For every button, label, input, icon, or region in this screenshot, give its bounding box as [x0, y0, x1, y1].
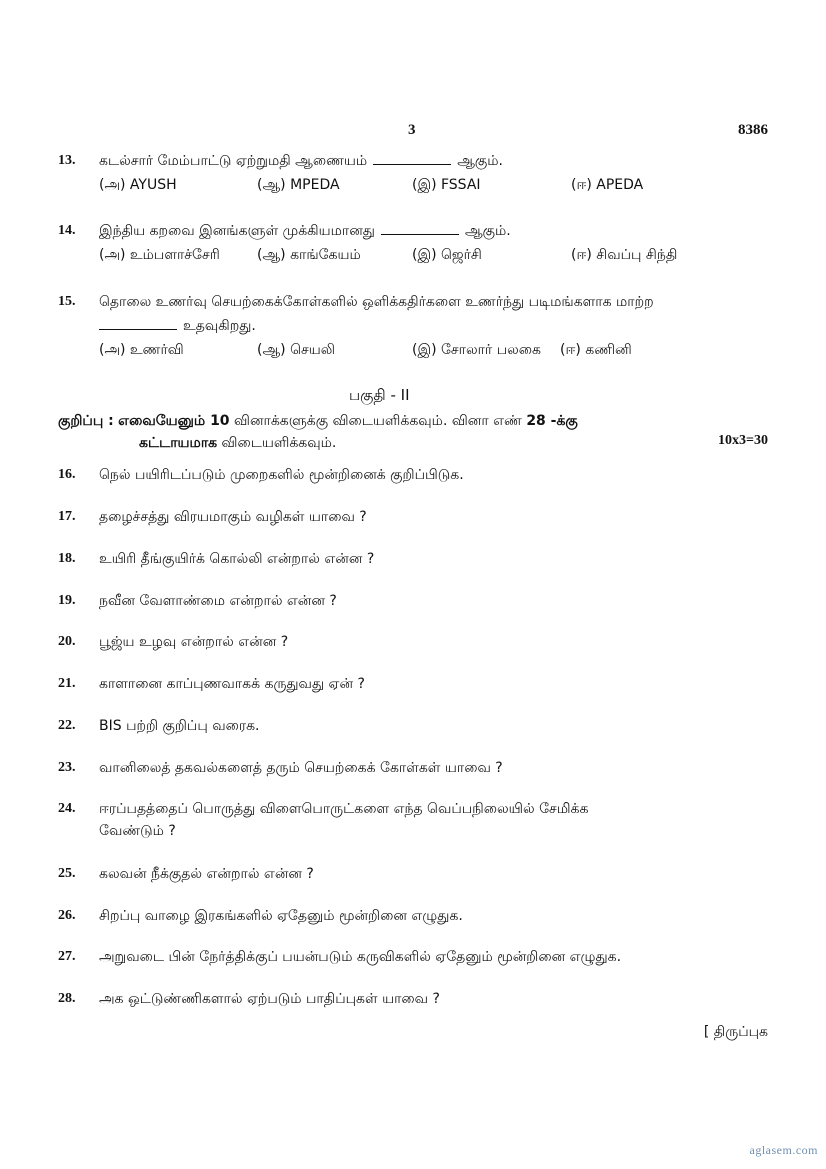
option-a: (அ) உம்பளாச்சேரி — [99, 247, 220, 263]
question-number: 14. — [58, 223, 76, 238]
question-text: பூஜ்ய உழவு என்றால் என்ன ? — [99, 634, 289, 650]
option-a: (அ) உணர்வி — [99, 342, 184, 358]
question-number: 26. — [58, 908, 76, 923]
question-text: நெல் பயிரிடப்படும் முறைகளில் மூன்றினைக் குறிப்பிடுக. — [99, 467, 464, 483]
question-number: 17. — [58, 509, 76, 524]
question-number: 23. — [58, 760, 76, 775]
question-number: 22. — [58, 718, 76, 733]
question-number: 15. — [58, 294, 76, 309]
question-number: 13. — [58, 153, 76, 168]
option-c: (இ) ஜெர்சி — [412, 247, 482, 263]
answer-blank — [99, 319, 177, 330]
option-d: (ஈ) கணினி — [560, 342, 632, 358]
answer-blank — [381, 224, 459, 235]
question-text: தழைச்சத்து விரயமாகும் வழிகள் யாவை ? — [99, 509, 367, 525]
question-number: 25. — [58, 866, 76, 881]
question-text: ஈரப்பதத்தைப் பொருத்து விளைபொருட்களை எந்த வெப்பநிலையில் சேமிக்க — [99, 801, 589, 817]
question-text: கடல்சார் மேம்பாட்டு ஏற்றுமதி ஆணையம் ஆகும். — [99, 153, 503, 169]
question-number: 24. — [58, 801, 76, 816]
section-note: குறிப்பு : எவையேனும் 10 வினாக்களுக்கு விடையளிக்கவும். வினா எண் 28 -க்கு கட்டாயமாக விடையளிக்கவும். — [58, 413, 578, 451]
site-watermark: aglasem.com — [749, 1143, 818, 1157]
option-b: (ஆ) காங்கேயம் — [257, 247, 361, 263]
option-d: (ஈ) சிவப்பு சிந்தி — [571, 247, 678, 263]
question-text-cont: வேண்டும் ? — [99, 823, 176, 839]
question-number: 21. — [58, 676, 76, 691]
question-text: நவீன வேளாண்மை என்றால் என்ன ? — [99, 593, 337, 609]
answer-blank — [373, 154, 451, 165]
question-number: 20. — [58, 634, 76, 649]
turn-over-note: [ திருப்புக — [703, 1024, 768, 1040]
question-text: கலவன் நீக்குதல் என்றால் என்ன ? — [99, 866, 314, 882]
question-text: வானிலைத் தகவல்களைத் தரும் செயற்கைக் கோள்கள் யாவை ? — [99, 760, 503, 776]
question-text-cont: உதவுகிறது. — [99, 318, 256, 336]
option-c: (இ) FSSAI — [412, 177, 481, 193]
question-text: இந்திய கறவை இனங்களுள் முக்கியமானது ஆகும். — [99, 223, 511, 239]
option-a: (அ) AYUSH — [99, 177, 177, 193]
question-text: உயிரி தீங்குயிர்க் கொல்லி என்றால் என்ன ? — [99, 551, 375, 567]
question-number: 28. — [58, 991, 76, 1006]
options-row — [99, 342, 739, 362]
marks-allocation: 10x3=30 — [718, 433, 768, 448]
question-number: 18. — [58, 551, 76, 566]
question-text: அக ஒட்டுண்ணிகளால் ஏற்படும் பாதிப்புகள் யாவை ? — [99, 991, 440, 1007]
paper-code: 8386 — [738, 122, 768, 138]
option-b: (ஆ) செயலி — [257, 342, 335, 358]
option-c: (இ) சோலார் பலகை — [412, 342, 541, 358]
option-b: (ஆ) MPEDA — [257, 177, 340, 193]
question-number: 27. — [58, 949, 76, 964]
options-row — [99, 247, 739, 267]
question-text: சிறப்பு வாழை இரகங்களில் ஏதேனும் மூன்றினை எழுதுக. — [99, 908, 463, 924]
section-title: பகுதி - II — [349, 386, 410, 404]
question-number: 16. — [58, 467, 76, 482]
question-text: தொலை உணர்வு செயற்கைக்கோள்களில் ஒளிக்கதிர்களை உணர்ந்து படிமங்களாக மாற்ற — [99, 294, 654, 310]
question-number: 19. — [58, 593, 76, 608]
question-text: காளானை காப்புணவாகக் கருதுவது ஏன் ? — [99, 676, 365, 692]
option-d: (ஈ) APEDA — [571, 177, 644, 193]
options-row — [99, 177, 739, 197]
page-number: 3 — [408, 122, 416, 138]
question-text: அறுவடை பின் நேர்த்திக்குப் பயன்படும் கருவிகளில் ஏதேனும் மூன்றினை எழுதுக. — [99, 949, 622, 965]
question-text: BIS பற்றி குறிப்பு வரைக. — [99, 718, 260, 734]
